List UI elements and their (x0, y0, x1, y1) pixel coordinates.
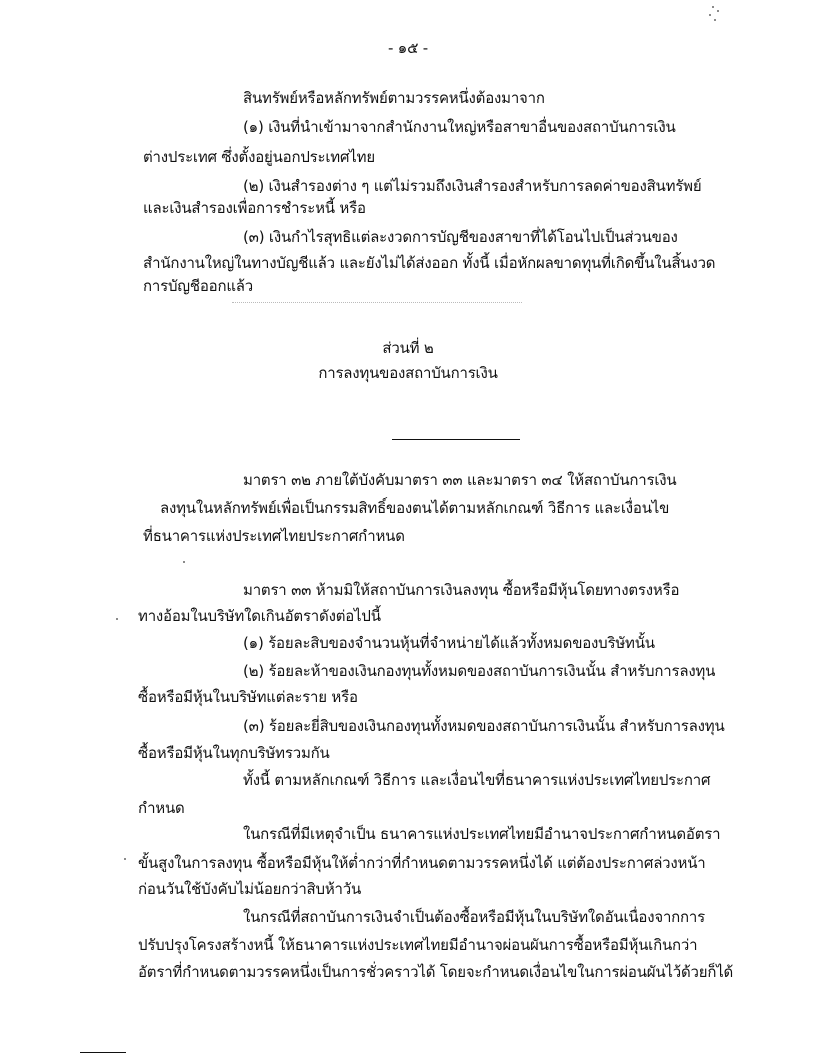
text-line: การบัญชีออกแล้ว (143, 277, 254, 295)
text-line: ขั้นสูงในการลงทุน ซื้อหรือมีหุ้นให้ต่ำกว่าที่กำหนดตามวรรคหนึ่งได้ แต่ต้องประกาศล่วงหน้า (138, 854, 706, 872)
page-number: - ๑๕ - (387, 39, 429, 57)
text-line: ต่างประเทศ ซึ่งตั้งอยู่นอกประเทศไทย (143, 148, 375, 166)
text-line: กำหนด (138, 799, 185, 817)
text-line: ปรับปรุงโครงสร้างหนี้ ให้ธนาคารแห่งประเทศไทยมีอำนาจผ่อนผันการซื้อหรือมีหุ้นเกินกว่า (138, 936, 698, 954)
text-line: ก่อนวันใช้บังคับไม่น้อยกว่าสิบห้าวัน (138, 880, 362, 898)
text-line: สำนักงานใหญ่ในทางบัญชีแล้ว และยังไม่ได้ส่งออก ทั้งนี้ เมื่อหักผลขาดทุนที่เกิดขึ้นในสิ้นงวด (143, 254, 716, 272)
text-line: ในกรณีที่มีเหตุจำเป็น ธนาคารแห่งประเทศไทยมีอำนาจประกาศกำหนดอัตรา (243, 825, 721, 843)
text-line: ทั้งนี้ ตามหลักเกณฑ์ วิธีการ และเงื่อนไขที่ธนาคารแห่งประเทศไทยประกาศ (243, 771, 711, 789)
text-line: (๑) ร้อยละสิบของจำนวนหุ้นที่จำหน่ายได้แล้วทั้งหมดของบริษัทนั้น (243, 634, 655, 652)
section-title: การลงทุนของสถาบันการเงิน (318, 364, 498, 382)
text-line: มาตรา ๓๒ ภายใต้บังคับมาตรา ๓๓ และมาตรา ๓๔ ให้สถาบันการเงิน (243, 471, 677, 489)
text-line: (๓) เงินกำไรสุทธิแต่ละงวดการบัญชีของสาขาที่ได้โอนไปเป็นส่วนของ (243, 228, 678, 246)
text-line: ซื้อหรือมีหุ้นในบริษัทแต่ละราย หรือ (138, 688, 358, 706)
text-line: (๒) เงินสำรองต่าง ๆ แต่ไม่รวมถึงเงินสำรองสำหรับการลดค่าของสินทรัพย์ (243, 177, 702, 195)
text-line: อัตราที่กำหนดตามวรรคหนึ่งเป็นการชั่วคราวได้ โดยจะกำหนดเงื่อนไขในการผ่อนผันไว้ด้วยก็ได้ (138, 963, 734, 981)
text-line: สินทรัพย์หรือหลักทรัพย์ตามวรรคหนึ่งต้องมาจาก (243, 89, 545, 107)
text-line: และเงินสำรองเพื่อการชำระหนี้ หรือ (143, 199, 366, 217)
text-line: ซื้อหรือมีหุ้นในทุกบริษัทรวมกัน (138, 744, 330, 762)
text-line: ทางอ้อมในบริษัทใดเกินอัตราดังต่อไปนี้ (138, 607, 381, 625)
text-line: (๓) ร้อยละยี่สิบของเงินกองทุนทั้งหมดของสถาบันการเงินนั้น สำหรับการลงทุน (243, 717, 725, 735)
text-line: มาตรา ๓๓ ห้ามมิให้สถาบันการเงินลงทุน ซื้อหรือมีหุ้นโดยทางตรงหรือ (243, 581, 680, 599)
text-line: (๒) ร้อยละห้าของเงินกองทุนทั้งหมดของสถาบันการเงินนั้น สำหรับการลงทุน (243, 662, 716, 680)
text-line: ลงทุนในหลักทรัพย์เพื่อเป็นกรรมสิทธิ์ของตนได้ตามหลักเกณฑ์ วิธีการ และเงื่อนไข (160, 499, 670, 517)
text-line: ในกรณีที่สถาบันการเงินจำเป็นต้องซื้อหรือมีหุ้นในบริษัทใดอันเนื่องจากการ (243, 908, 706, 926)
text-line: ที่ธนาคารแห่งประเทศไทยประกาศกำหนด (143, 527, 405, 545)
section-heading: ส่วนที่ ๒ (382, 339, 434, 357)
section-divider (392, 439, 520, 440)
text-line: (๑) เงินที่นำเข้ามาจากสำนักงานใหญ่หรือสาขาอื่นของสถาบันการเงิน (243, 118, 676, 136)
